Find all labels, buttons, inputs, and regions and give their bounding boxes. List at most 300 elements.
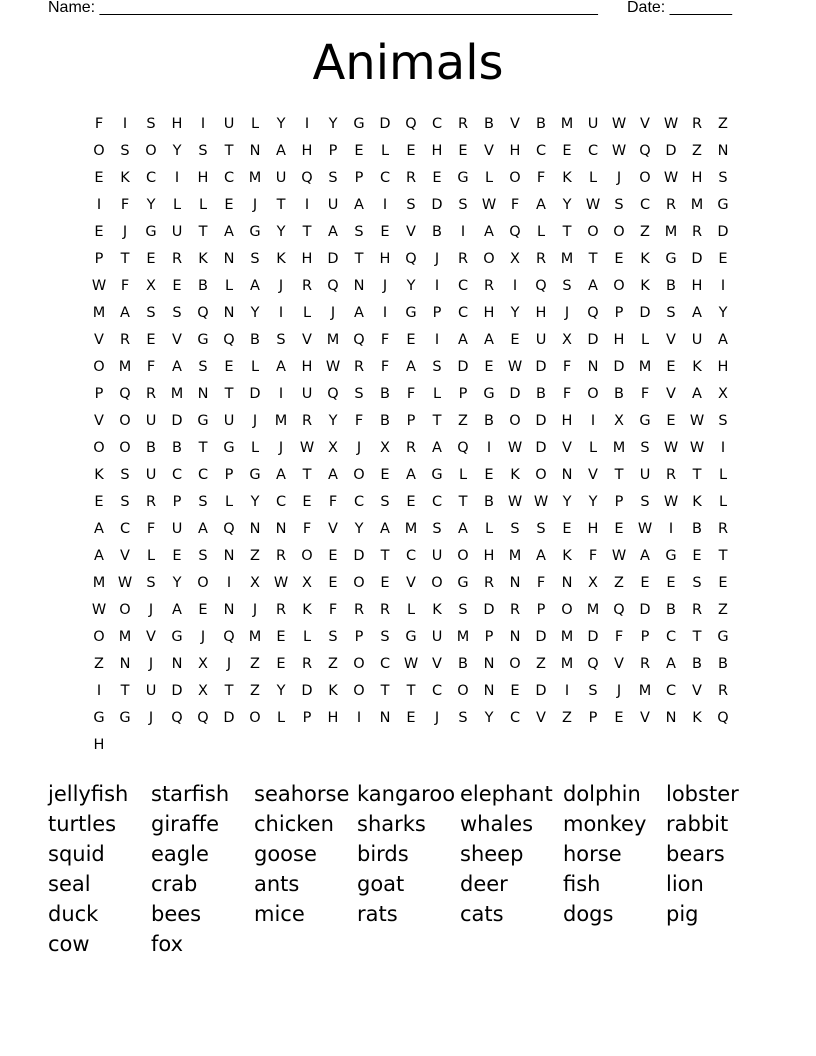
grid-letter: R — [275, 602, 287, 618]
grid-letter: O — [509, 170, 521, 186]
grid-letter: J — [148, 710, 154, 726]
grid-letter: Z — [250, 683, 260, 699]
grid-letter: E — [94, 224, 104, 240]
grid-letter: Z — [328, 656, 338, 672]
grid-letter: K — [302, 602, 312, 618]
grid-letter: I — [382, 305, 388, 321]
word-bank-item: turtles — [48, 812, 117, 836]
grid-letter: R — [639, 656, 651, 672]
grid-letter: G — [197, 413, 209, 429]
grid-letter: E — [380, 224, 390, 240]
grid-letter: W — [585, 197, 601, 213]
grid-letter: W — [117, 575, 133, 591]
grid-letter: N — [275, 521, 287, 537]
grid-letter: O — [613, 224, 625, 240]
grid-letter: Q — [535, 278, 547, 294]
grid-letter: V — [614, 656, 624, 672]
grid-letter: G — [93, 710, 105, 726]
word-bank-item: giraffe — [151, 812, 220, 836]
grid-letter: M — [456, 629, 470, 645]
grid-letter: R — [665, 197, 677, 213]
grid-letter: X — [510, 251, 520, 267]
grid-letter: Z — [458, 413, 468, 429]
word-bank-item: bears — [666, 842, 725, 866]
grid-letter: E — [172, 548, 182, 564]
grid-letter: C — [431, 683, 443, 699]
grid-letter: N — [561, 575, 573, 591]
grid-letter: Y — [510, 305, 520, 321]
word-bank-item: whales — [460, 812, 534, 836]
grid-letter: V — [146, 629, 156, 645]
grid-letter: S — [354, 224, 364, 240]
grid-letter: C — [275, 494, 287, 510]
grid-letter: J — [252, 413, 258, 429]
grid-letter: A — [718, 332, 728, 348]
grid-letter: E — [666, 413, 676, 429]
grid-letter: J — [616, 683, 622, 699]
grid-letter: D — [431, 197, 443, 213]
grid-letter: U — [301, 386, 313, 402]
grid-letter: R — [301, 656, 313, 672]
grid-letter: M — [586, 602, 600, 618]
grid-letter: Y — [250, 494, 260, 510]
grid-letter: D — [223, 710, 235, 726]
grid-letter: G — [665, 251, 677, 267]
word-bank-item: fox — [151, 932, 184, 956]
grid-letter: Q — [171, 710, 183, 726]
grid-letter: X — [380, 440, 390, 456]
grid-letter: E — [458, 143, 468, 159]
word-bank-item: squid — [48, 842, 105, 866]
grid-letter: S — [250, 251, 260, 267]
grid-letter: O — [353, 683, 365, 699]
grid-letter: C — [639, 197, 651, 213]
grid-letter: D — [613, 359, 625, 375]
grid-letter: S — [120, 494, 130, 510]
grid-letter: S — [718, 170, 728, 186]
grid-letter: Z — [536, 656, 546, 672]
grid-letter: Y — [562, 494, 572, 510]
grid-letter: J — [434, 251, 440, 267]
word-bank-item: goat — [357, 872, 405, 896]
grid-letter: H — [613, 332, 625, 348]
grid-letter: L — [250, 359, 260, 375]
grid-letter: J — [382, 278, 388, 294]
grid-letter: T — [224, 386, 234, 402]
grid-letter: K — [328, 683, 338, 699]
grid-letter: L — [588, 440, 598, 456]
grid-letter: N — [223, 251, 235, 267]
grid-letter: V — [692, 683, 702, 699]
grid-letter: N — [197, 386, 209, 402]
grid-letter: S — [432, 359, 442, 375]
grid-letter: H — [301, 143, 313, 159]
word-bank-item: lion — [666, 872, 704, 896]
grid-letter: L — [302, 629, 312, 645]
grid-letter: V — [406, 575, 416, 591]
grid-letter: R — [535, 251, 547, 267]
grid-letter: T — [718, 548, 728, 564]
grid-letter: R — [405, 440, 417, 456]
grid-letter: M — [690, 197, 704, 213]
grid-letter: M — [92, 305, 106, 321]
grid-letter: P — [432, 305, 442, 321]
grid-letter: G — [457, 170, 469, 186]
grid-letter: B — [380, 386, 390, 402]
grid-letter: E — [614, 710, 624, 726]
grid-letter: M — [170, 386, 184, 402]
grid-letter: S — [198, 143, 208, 159]
grid-letter: E — [406, 710, 416, 726]
grid-letter: P — [224, 467, 234, 483]
grid-letter: D — [535, 629, 547, 645]
grid-letter: M — [404, 521, 418, 537]
grid-letter: S — [380, 629, 390, 645]
grid-letter: Q — [223, 332, 235, 348]
grid-letter: O — [457, 683, 469, 699]
grid-letter: B — [458, 656, 468, 672]
grid-letter: A — [276, 359, 286, 375]
grid-letter: P — [536, 602, 546, 618]
grid-letter: R — [483, 278, 495, 294]
grid-letter: W — [91, 602, 107, 618]
word-bank-item: sharks — [357, 812, 426, 836]
grid-letter: S — [146, 575, 156, 591]
grid-letter: J — [122, 224, 128, 240]
grid-letter: F — [146, 359, 156, 375]
grid-letter: F — [354, 413, 364, 429]
grid-letter: S — [354, 386, 364, 402]
grid-letter: N — [249, 521, 261, 537]
grid-letter: E — [406, 494, 416, 510]
grid-letter: I — [278, 386, 284, 402]
grid-letter: R — [119, 332, 131, 348]
grid-letter: B — [692, 656, 702, 672]
grid-letter: I — [590, 413, 596, 429]
grid-letter: D — [535, 440, 547, 456]
grid-letter: H — [561, 413, 573, 429]
grid-letter: S — [614, 197, 624, 213]
grid-letter: W — [481, 197, 497, 213]
grid-letter: H — [327, 710, 339, 726]
grid-letter: R — [275, 548, 287, 564]
grid-letter: I — [200, 116, 206, 132]
word-bank-item: cow — [48, 932, 90, 956]
grid-letter: V — [640, 116, 650, 132]
grid-letter: D — [691, 251, 703, 267]
grid-letter: Y — [562, 197, 572, 213]
grid-letter: P — [354, 629, 364, 645]
grid-letter: H — [691, 170, 703, 186]
grid-letter: N — [223, 602, 235, 618]
grid-letter: P — [458, 386, 468, 402]
grid-letter: J — [252, 197, 258, 213]
grid-letter: F — [328, 494, 338, 510]
grid-letter: S — [536, 521, 546, 537]
grid-letter: U — [223, 413, 235, 429]
grid-letter: J — [200, 629, 206, 645]
grid-letter: N — [353, 278, 365, 294]
grid-letter: T — [458, 494, 468, 510]
grid-letter: S — [458, 602, 468, 618]
word-bank-item: bees — [151, 902, 202, 926]
grid-letter: A — [224, 224, 234, 240]
grid-letter: K — [562, 170, 572, 186]
grid-letter: S — [588, 683, 598, 699]
grid-letter: M — [560, 251, 574, 267]
grid-letter: A — [172, 602, 182, 618]
grid-letter: A — [484, 332, 494, 348]
grid-letter: F — [380, 332, 390, 348]
grid-letter: I — [304, 197, 310, 213]
grid-letter: L — [172, 197, 182, 213]
grid-letter: P — [354, 170, 364, 186]
grid-letter: S — [718, 413, 728, 429]
grid-letter: R — [171, 251, 183, 267]
grid-letter: E — [224, 197, 234, 213]
grid-letter: Y — [484, 710, 494, 726]
word-bank-item: eagle — [151, 842, 209, 866]
grid-letter: O — [457, 548, 469, 564]
grid-letter: G — [665, 548, 677, 564]
grid-letter: I — [434, 332, 440, 348]
grid-letter: G — [483, 386, 495, 402]
grid-letter: E — [432, 170, 442, 186]
grid-letter: F — [146, 521, 156, 537]
grid-letter: E — [640, 575, 650, 591]
grid-letter: Y — [250, 305, 260, 321]
grid-letter: B — [380, 413, 390, 429]
grid-letter: O — [483, 251, 495, 267]
grid-letter: E — [276, 629, 286, 645]
grid-letter: F — [536, 170, 546, 186]
grid-letter: Q — [457, 440, 469, 456]
grid-letter: S — [146, 116, 156, 132]
grid-letter: R — [509, 602, 521, 618]
grid-letter: C — [145, 170, 157, 186]
grid-letter: Z — [718, 602, 728, 618]
grid-letter: G — [223, 440, 235, 456]
grid-letter: B — [666, 278, 676, 294]
grid-letter: E — [328, 575, 338, 591]
grid-letter: F — [536, 575, 546, 591]
grid-letter: A — [172, 359, 182, 375]
grid-letter: G — [353, 116, 365, 132]
grid-letter: S — [406, 197, 416, 213]
grid-letter: L — [198, 197, 208, 213]
grid-letter: W — [689, 413, 705, 429]
grid-letter: O — [509, 656, 521, 672]
grid-letter: Y — [354, 521, 364, 537]
grid-letter: S — [198, 548, 208, 564]
grid-letter: X — [302, 575, 312, 591]
grid-letter: D — [717, 224, 729, 240]
grid-letter: A — [94, 548, 104, 564]
grid-letter: F — [94, 116, 104, 132]
grid-letter: A — [666, 656, 676, 672]
grid-letter: S — [640, 440, 650, 456]
grid-letter: G — [717, 197, 729, 213]
grid-letter: E — [224, 359, 234, 375]
grid-letter: A — [458, 332, 468, 348]
grid-letter: Z — [614, 575, 624, 591]
grid-letter: J — [278, 278, 284, 294]
grid-letter: P — [614, 305, 624, 321]
grid-letter: R — [145, 386, 157, 402]
grid-letter: W — [663, 116, 679, 132]
grid-letter: E — [94, 170, 104, 186]
grid-letter: Z — [692, 143, 702, 159]
grid-letter: C — [457, 305, 469, 321]
grid-letter: A — [354, 305, 364, 321]
grid-letter: E — [666, 359, 676, 375]
grid-letter: M — [274, 413, 288, 429]
grid-letter: L — [224, 494, 234, 510]
grid-letter: C — [535, 143, 547, 159]
grid-letter: A — [276, 143, 286, 159]
grid-letter: X — [250, 575, 260, 591]
grid-letter: R — [665, 467, 677, 483]
grid-letter: H — [171, 116, 183, 132]
grid-letter: L — [640, 332, 650, 348]
word-bank-item: horse — [563, 842, 622, 866]
grid-letter: A — [692, 386, 702, 402]
grid-letter: B — [718, 656, 728, 672]
grid-letter: N — [249, 143, 261, 159]
grid-letter: M — [638, 683, 652, 699]
name-line: Name: ________________________________________________________ — [48, 0, 598, 16]
grid-letter: G — [431, 467, 443, 483]
grid-letter: S — [120, 143, 130, 159]
grid-letter: W — [299, 440, 315, 456]
grid-letter: M — [326, 332, 340, 348]
grid-letter: P — [328, 143, 338, 159]
grid-letter: V — [562, 440, 572, 456]
grid-letter: K — [692, 710, 702, 726]
grid-letter: C — [509, 710, 521, 726]
grid-letter: I — [122, 116, 128, 132]
grid-letter: A — [692, 305, 702, 321]
grid-letter: E — [510, 683, 520, 699]
grid-letter: M — [612, 440, 626, 456]
grid-letter: T — [198, 440, 208, 456]
grid-letter: Y — [718, 305, 728, 321]
grid-letter: U — [275, 170, 287, 186]
grid-letter: P — [94, 251, 104, 267]
grid-letter: E — [484, 467, 494, 483]
grid-letter: V — [588, 467, 598, 483]
grid-letter: Q — [587, 656, 599, 672]
grid-letter: F — [588, 548, 598, 564]
word-bank-item: rabbit — [666, 812, 729, 836]
grid-letter: U — [171, 224, 183, 240]
grid-letter: C — [665, 629, 677, 645]
grid-letter: Y — [276, 116, 286, 132]
grid-letter: Z — [718, 116, 728, 132]
grid-letter: M — [638, 359, 652, 375]
grid-letter: I — [226, 575, 232, 591]
grid-letter: N — [509, 575, 521, 591]
grid-letter: E — [614, 251, 624, 267]
grid-letter: Q — [197, 305, 209, 321]
grid-letter: D — [639, 305, 651, 321]
word-bank-item: birds — [357, 842, 409, 866]
grid-letter: R — [405, 170, 417, 186]
grid-letter: F — [328, 602, 338, 618]
grid-letter: J — [616, 170, 622, 186]
grid-letter: J — [148, 602, 154, 618]
grid-letter: S — [146, 305, 156, 321]
grid-letter: N — [509, 629, 521, 645]
grid-letter: E — [380, 575, 390, 591]
grid-letter: G — [717, 629, 729, 645]
grid-letter: E — [276, 656, 286, 672]
grid-letter: D — [483, 602, 495, 618]
word-bank-item: mice — [254, 902, 305, 926]
grid-letter: C — [171, 467, 183, 483]
grid-letter: E — [94, 494, 104, 510]
grid-letter: U — [431, 548, 443, 564]
grid-letter: X — [718, 386, 728, 402]
grid-letter: H — [93, 737, 105, 753]
grid-letter: J — [564, 305, 570, 321]
grid-letter: E — [328, 548, 338, 564]
grid-letter: E — [406, 143, 416, 159]
grid-letter: J — [252, 602, 258, 618]
grid-letter: G — [249, 467, 261, 483]
grid-letter: K — [640, 251, 650, 267]
grid-letter: K — [510, 467, 520, 483]
grid-letter: N — [665, 710, 677, 726]
grid-letter: H — [431, 143, 443, 159]
grid-letter: K — [432, 602, 442, 618]
grid-letter: I — [720, 278, 726, 294]
grid-letter: Q — [119, 386, 131, 402]
grid-letter: R — [353, 359, 365, 375]
grid-letter: D — [327, 251, 339, 267]
grid-letter: C — [431, 116, 443, 132]
grid-letter: V — [94, 413, 104, 429]
grid-letter: A — [328, 224, 338, 240]
grid-letter: L — [536, 224, 546, 240]
grid-letter: P — [94, 386, 104, 402]
grid-letter: B — [432, 224, 442, 240]
grid-letter: J — [356, 440, 362, 456]
grid-letter: E — [692, 548, 702, 564]
grid-letter: S — [458, 197, 468, 213]
grid-letter: I — [174, 170, 180, 186]
grid-letter: O — [93, 440, 105, 456]
grid-letter: S — [666, 305, 676, 321]
grid-letter: A — [484, 224, 494, 240]
grid-letter: B — [172, 440, 182, 456]
grid-letter: E — [666, 575, 676, 591]
grid-letter: O — [249, 710, 261, 726]
grid-letter: R — [145, 494, 157, 510]
word-bank-item: seahorse — [254, 782, 350, 806]
grid-letter: A — [94, 521, 104, 537]
grid-letter: E — [510, 332, 520, 348]
grid-letter: W — [403, 656, 419, 672]
grid-letter: K — [692, 494, 702, 510]
grid-letter: V — [172, 332, 182, 348]
grid-letter: I — [278, 305, 284, 321]
grid-letter: A — [536, 197, 546, 213]
word-bank-item: deer — [460, 872, 508, 896]
grid-letter: U — [145, 683, 157, 699]
grid-letter: C — [119, 521, 131, 537]
page-title: Animals — [312, 35, 504, 91]
